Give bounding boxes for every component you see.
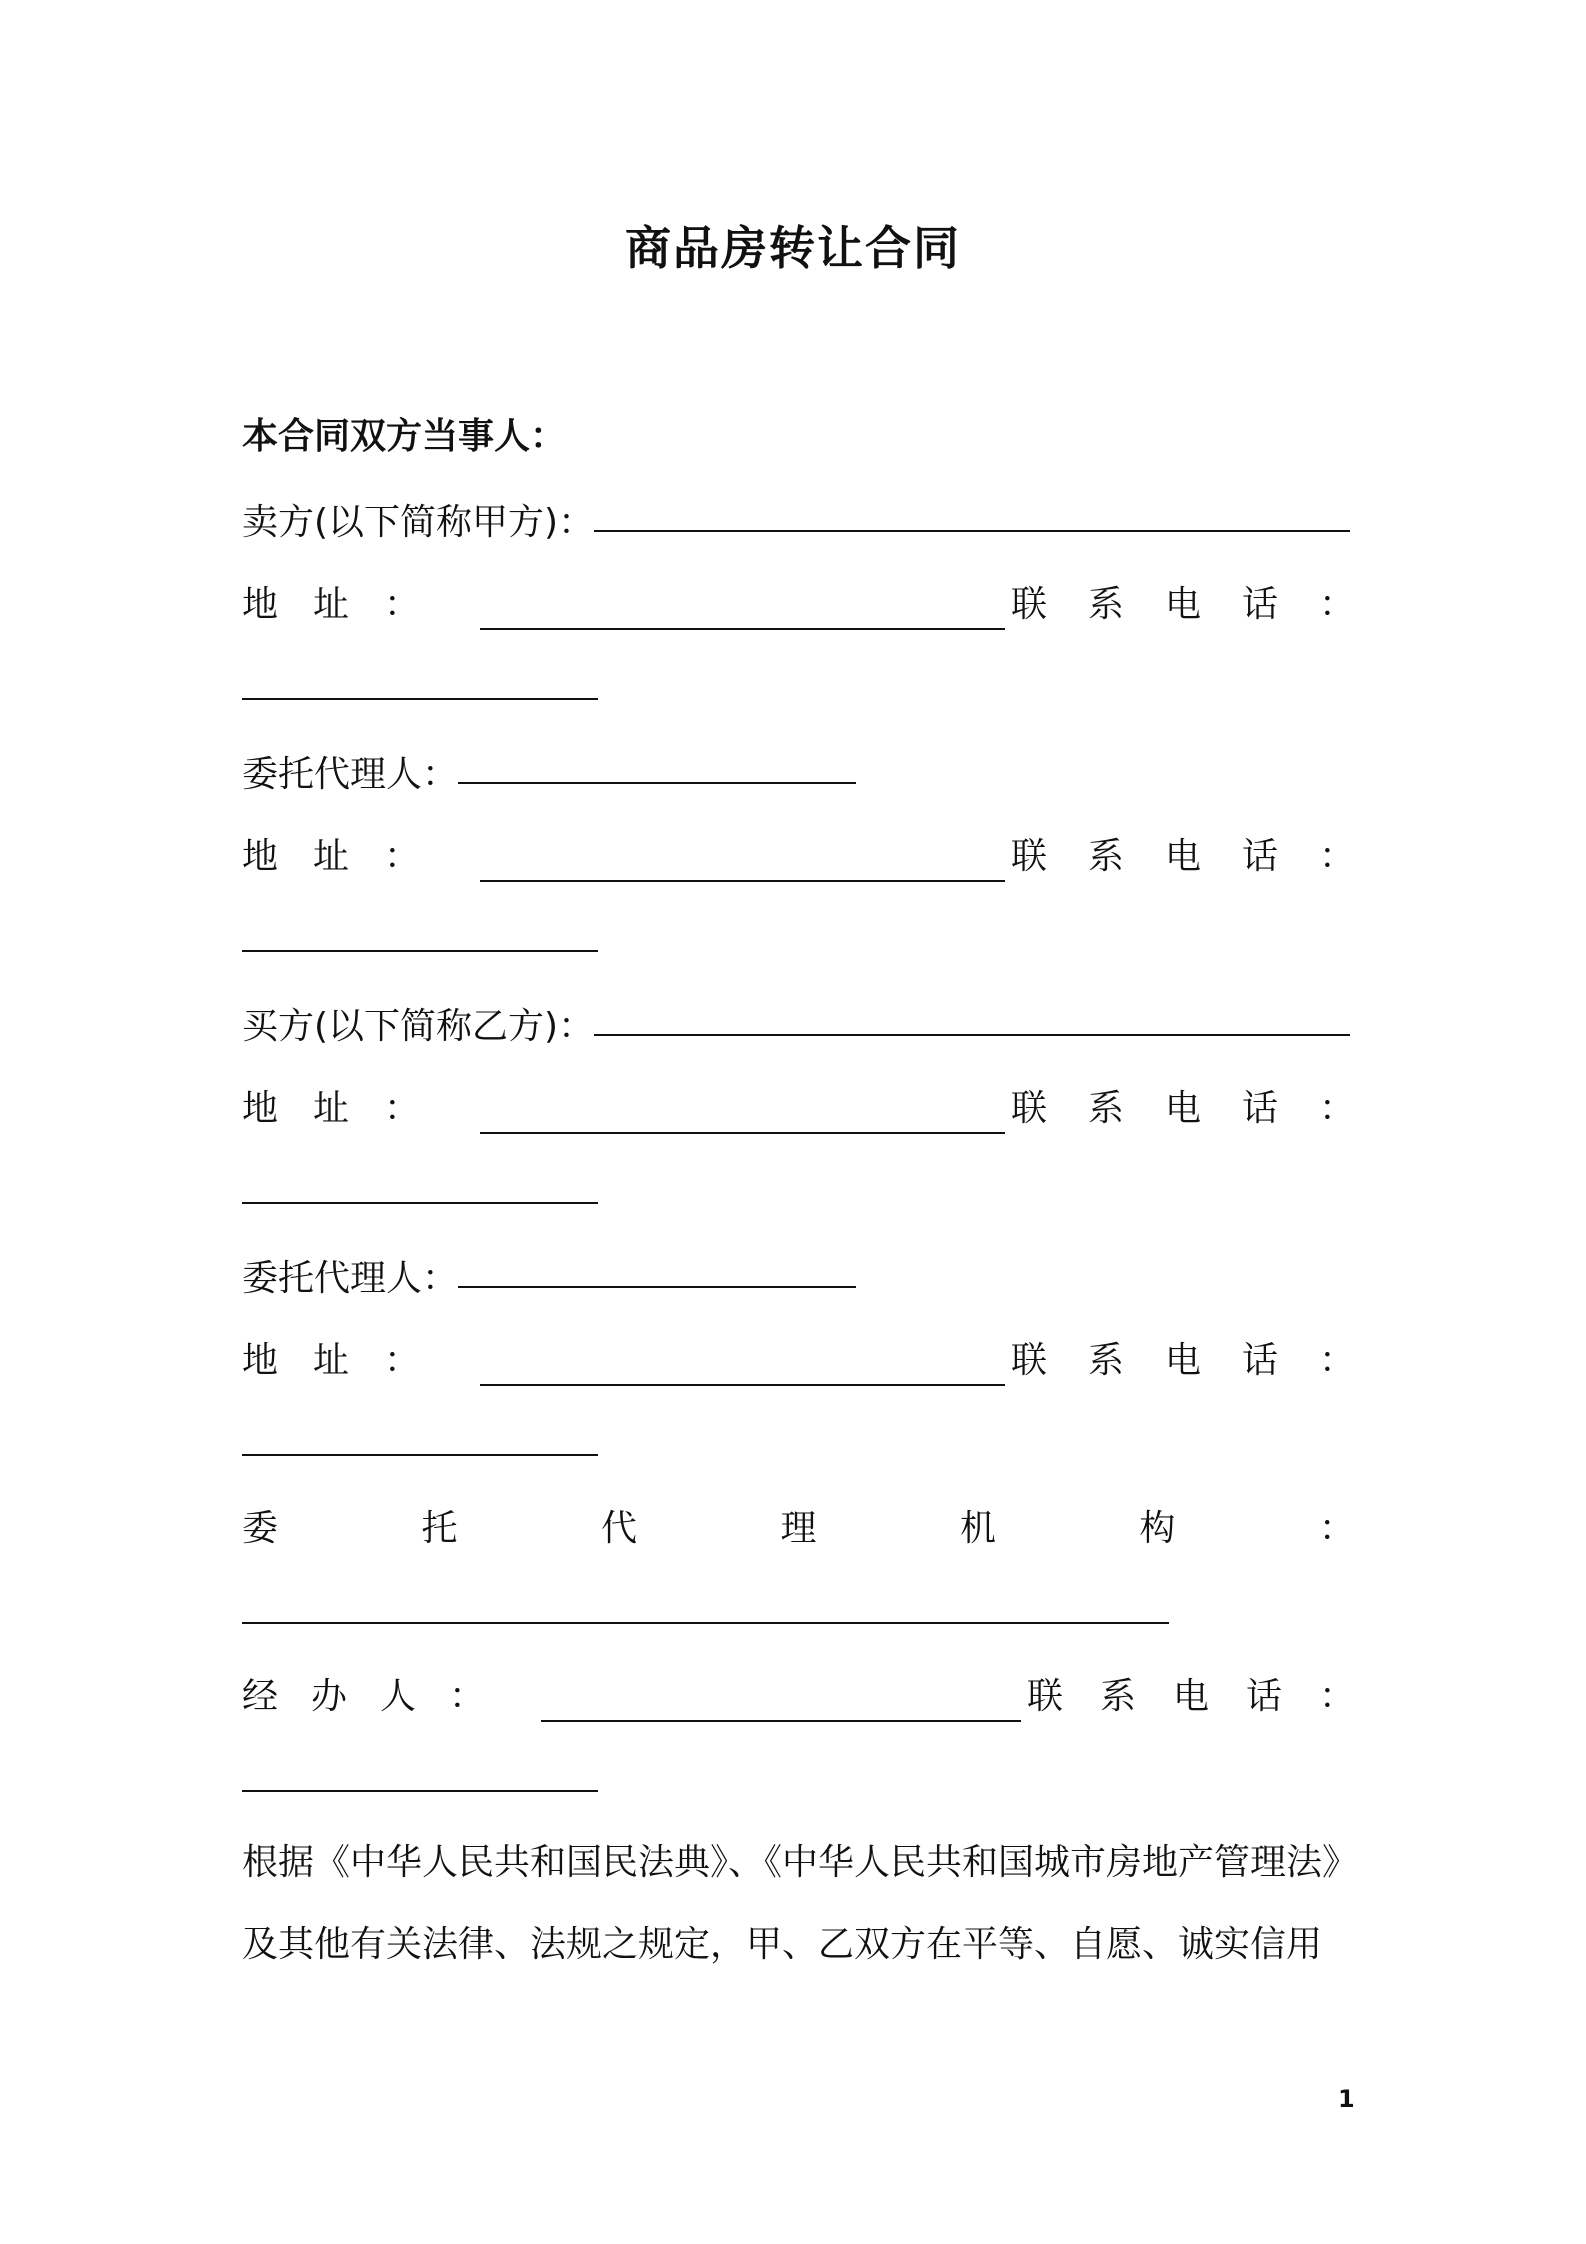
phone-char: 系 <box>1087 584 1124 625</box>
phone-char: 话 <box>1241 836 1278 877</box>
address-label <box>242 830 420 884</box>
address-blank[interactable] <box>480 590 1005 630</box>
phone-label <box>1011 1334 1355 1388</box>
phone-char: 电 <box>1172 1676 1209 1717</box>
buyer-address-line <box>242 1082 1355 1136</box>
agency-blank-line <box>242 1586 1355 1640</box>
phone-char: ： <box>1318 1676 1355 1717</box>
address-char: ： <box>383 584 420 625</box>
address-char: ： <box>383 1088 420 1129</box>
phone-char: 话 <box>1245 1676 1282 1717</box>
seller-agent-line <box>242 746 1355 800</box>
handler-line <box>242 1670 1355 1724</box>
phone-char: 系 <box>1087 836 1124 877</box>
buyer-name-blank[interactable] <box>594 996 1350 1036</box>
address-char: 址 <box>312 584 349 625</box>
address-char: 地 <box>242 584 279 625</box>
phone-char: 话 <box>1241 1088 1278 1129</box>
phone-char: 系 <box>1087 1088 1124 1129</box>
address-char: 地 <box>242 836 279 877</box>
agency-char: 托 <box>421 1508 458 1549</box>
phone-char: ： <box>1318 836 1355 877</box>
address-label <box>242 1334 420 1388</box>
phone-char: 电 <box>1164 1088 1201 1129</box>
phone-label <box>1027 1670 1355 1724</box>
agency-char: 委 <box>242 1508 279 1549</box>
handler-char: 经 <box>242 1676 279 1717</box>
seller-agent-address-line <box>242 830 1355 884</box>
address-blank[interactable] <box>480 842 1005 882</box>
address-blank[interactable] <box>480 1094 1005 1134</box>
page-number: 1 <box>1338 2085 1355 2113</box>
phone-char: 电 <box>1164 836 1201 877</box>
seller-line <box>242 494 1355 548</box>
address-char: 址 <box>312 1088 349 1129</box>
buyer-agent-address-line <box>242 1334 1355 1388</box>
seller-label: 卖方(以下简称甲方)： <box>242 502 595 543</box>
seller-address-line <box>242 578 1355 632</box>
phone-char: 联 <box>1011 1340 1048 1381</box>
address-char: ： <box>383 836 420 877</box>
phone-char: 话 <box>1241 584 1278 625</box>
parties-heading: 本合同双方当事人： <box>242 416 567 457</box>
handler-label <box>242 1670 485 1724</box>
agency-char: 机 <box>959 1508 996 1549</box>
address-blank[interactable] <box>480 1346 1005 1386</box>
address-label <box>242 1082 420 1136</box>
phone-char: 联 <box>1011 1088 1048 1129</box>
agency-char: 理 <box>780 1508 817 1549</box>
phone-blank[interactable] <box>242 1752 598 1792</box>
address-label <box>242 578 420 632</box>
address-char: 地 <box>242 1088 279 1129</box>
phone-label <box>1011 1082 1355 1136</box>
agency-char: ： <box>1318 1508 1355 1549</box>
address-char: 址 <box>312 1340 349 1381</box>
address-char: 址 <box>312 836 349 877</box>
buyer-agent-phone-line <box>242 1418 1355 1472</box>
phone-char: 电 <box>1164 1340 1201 1381</box>
phone-char: 联 <box>1011 836 1048 877</box>
buyer-label: 买方(以下简称乙方)： <box>242 1006 595 1047</box>
phone-char: ： <box>1318 1088 1355 1129</box>
phone-char: 系 <box>1087 1340 1124 1381</box>
agent-blank[interactable] <box>458 744 856 784</box>
handler-char: 办 <box>310 1676 347 1717</box>
handler-char: 人 <box>379 1676 416 1717</box>
phone-char: 系 <box>1099 1676 1136 1717</box>
address-char: 地 <box>242 1340 279 1381</box>
seller-name-blank[interactable] <box>594 492 1350 532</box>
phone-char: ： <box>1318 1340 1355 1381</box>
agent-blank[interactable] <box>458 1248 856 1288</box>
seller-agent-phone-line <box>242 914 1355 968</box>
phone-label <box>1011 578 1355 632</box>
phone-char: 话 <box>1241 1340 1278 1381</box>
agency-char: 代 <box>600 1508 637 1549</box>
address-char: ： <box>383 1340 420 1381</box>
handler-char: ： <box>448 1676 485 1717</box>
handler-phone-line <box>242 1754 1355 1808</box>
phone-blank[interactable] <box>242 660 598 700</box>
phone-char: 联 <box>1027 1676 1064 1717</box>
phone-char: ： <box>1318 584 1355 625</box>
paragraph-line-2: 及其他有关法律、法规之规定，甲、乙双方在平等、自愿、诚实信用 <box>242 1924 1323 1965</box>
agent-label: 委托代理人： <box>242 1258 459 1299</box>
agency-blank[interactable] <box>242 1584 1169 1624</box>
paragraph-line-1: 根据《中华人民共和国民法典》、《中华人民共和国城市房地产管理法》 <box>242 1842 1359 1883</box>
buyer-phone-line <box>242 1166 1355 1220</box>
document-title: 商品房转让合同 <box>625 221 961 275</box>
agent-label: 委托代理人： <box>242 754 459 795</box>
phone-char: 联 <box>1011 584 1048 625</box>
buyer-agent-line <box>242 1250 1355 1304</box>
buyer-line <box>242 998 1355 1052</box>
phone-blank[interactable] <box>242 1164 598 1204</box>
handler-blank[interactable] <box>541 1682 1021 1722</box>
phone-blank[interactable] <box>242 912 598 952</box>
agency-line <box>242 1502 1355 1556</box>
phone-blank[interactable] <box>242 1416 598 1456</box>
phone-label <box>1011 830 1355 884</box>
seller-phone-line <box>242 662 1355 716</box>
agency-char: 构 <box>1139 1508 1176 1549</box>
phone-char: 电 <box>1164 584 1201 625</box>
